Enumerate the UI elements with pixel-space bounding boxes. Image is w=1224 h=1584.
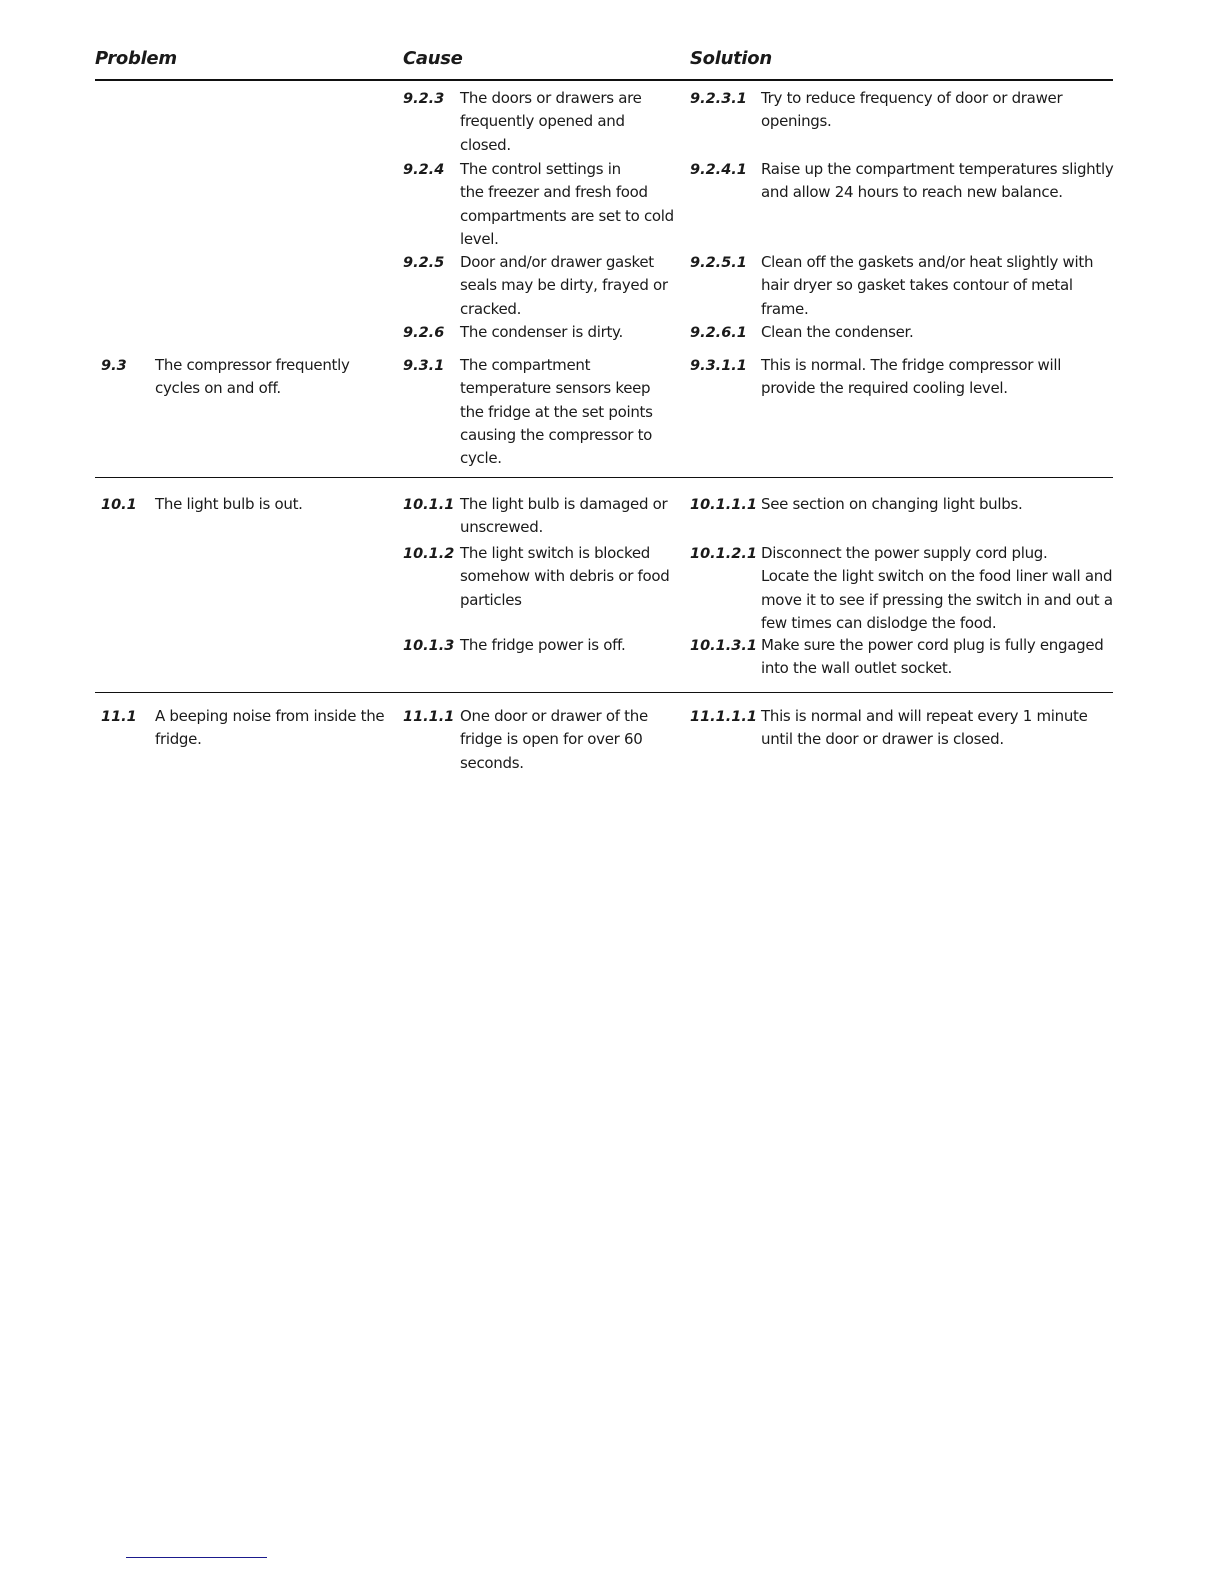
solution-number: 9.2.5.1 bbox=[690, 255, 747, 271]
problem-text: The light bulb is out. bbox=[155, 495, 303, 513]
cause-text: The light switch is blocked somehow with debris or food particles bbox=[460, 544, 670, 609]
problem-number: 10.1 bbox=[101, 497, 137, 513]
solution-text: Disconnect the power supply cord plug. Locate the light switch on the food liner wall and move it to see if pressing the switch in and out a few times can dislodge the food. bbox=[761, 544, 1113, 632]
cause-text: The fridge power is off. bbox=[460, 636, 626, 654]
cause-text: The control settings in the freezer and fresh food compartments are set to cold level. bbox=[460, 160, 674, 248]
cause-text: The light bulb is damaged or unscrewed. bbox=[460, 495, 668, 537]
solution-text: Make sure the power cord plug is fully engaged into the wall outlet socket. bbox=[761, 636, 1104, 678]
cause-number: 9.2.5 bbox=[403, 255, 445, 271]
solution-number: 11.1.1.1 bbox=[690, 709, 757, 725]
cause-text: One door or drawer of the fridge is open for over 60 seconds. bbox=[460, 707, 648, 772]
problem-text: The compressor frequently cycles on and off. bbox=[155, 356, 350, 398]
solution-text: This is normal. The fridge compressor will provide the required cooling level. bbox=[761, 356, 1062, 398]
solution-number: 10.1.3.1 bbox=[690, 638, 757, 654]
solution-number: 10.1.1.1 bbox=[690, 497, 757, 513]
cause-number: 9.2.3 bbox=[403, 91, 445, 107]
solution-text: Clean the condenser. bbox=[761, 323, 914, 341]
footer-link-rule bbox=[126, 1557, 267, 1558]
section-divider bbox=[95, 477, 1113, 478]
cause-number: 9.2.4 bbox=[403, 162, 445, 178]
cause-number: 10.1.1 bbox=[403, 497, 455, 513]
header-problem: Problem bbox=[95, 48, 177, 69]
solution-number: 9.2.6.1 bbox=[690, 325, 747, 341]
problem-text: A beeping noise from inside the fridge. bbox=[155, 707, 385, 749]
solution-text: Clean off the gaskets and/or heat slightly with hair dryer so gasket takes contour of metal frame. bbox=[761, 253, 1094, 318]
solution-text: See section on changing light bulbs. bbox=[761, 495, 1023, 513]
header-rule bbox=[95, 79, 1113, 81]
solution-text: This is normal and will repeat every 1 minute until the door or drawer is closed. bbox=[761, 707, 1088, 749]
cause-text: The doors or drawers are frequently opened and closed. bbox=[460, 89, 642, 154]
cause-number: 11.1.1 bbox=[403, 709, 455, 725]
solution-number: 9.2.3.1 bbox=[690, 91, 747, 107]
cause-number: 9.3.1 bbox=[403, 358, 445, 374]
cause-text: The compartment temperature sensors keep the fridge at the set points causing the compressor to cycle. bbox=[460, 356, 653, 468]
solution-text: Try to reduce frequency of door or drawer openings. bbox=[761, 89, 1063, 131]
header-cause: Cause bbox=[403, 48, 463, 69]
cause-number: 9.2.6 bbox=[403, 325, 445, 341]
solution-text: Raise up the compartment temperatures slightly and allow 24 hours to reach new balance. bbox=[761, 160, 1114, 202]
cause-text: Door and/or drawer gasket seals may be dirty, frayed or cracked. bbox=[460, 253, 668, 318]
cause-number: 10.1.3 bbox=[403, 638, 455, 654]
problem-number: 11.1 bbox=[101, 709, 137, 725]
section-divider bbox=[95, 692, 1113, 693]
cause-number: 10.1.2 bbox=[403, 546, 455, 562]
cause-text: The condenser is dirty. bbox=[460, 323, 623, 341]
solution-number: 10.1.2.1 bbox=[690, 546, 757, 562]
solution-number: 9.2.4.1 bbox=[690, 162, 747, 178]
solution-number: 9.3.1.1 bbox=[690, 358, 747, 374]
header-solution: Solution bbox=[690, 48, 772, 69]
problem-number: 9.3 bbox=[101, 358, 127, 374]
